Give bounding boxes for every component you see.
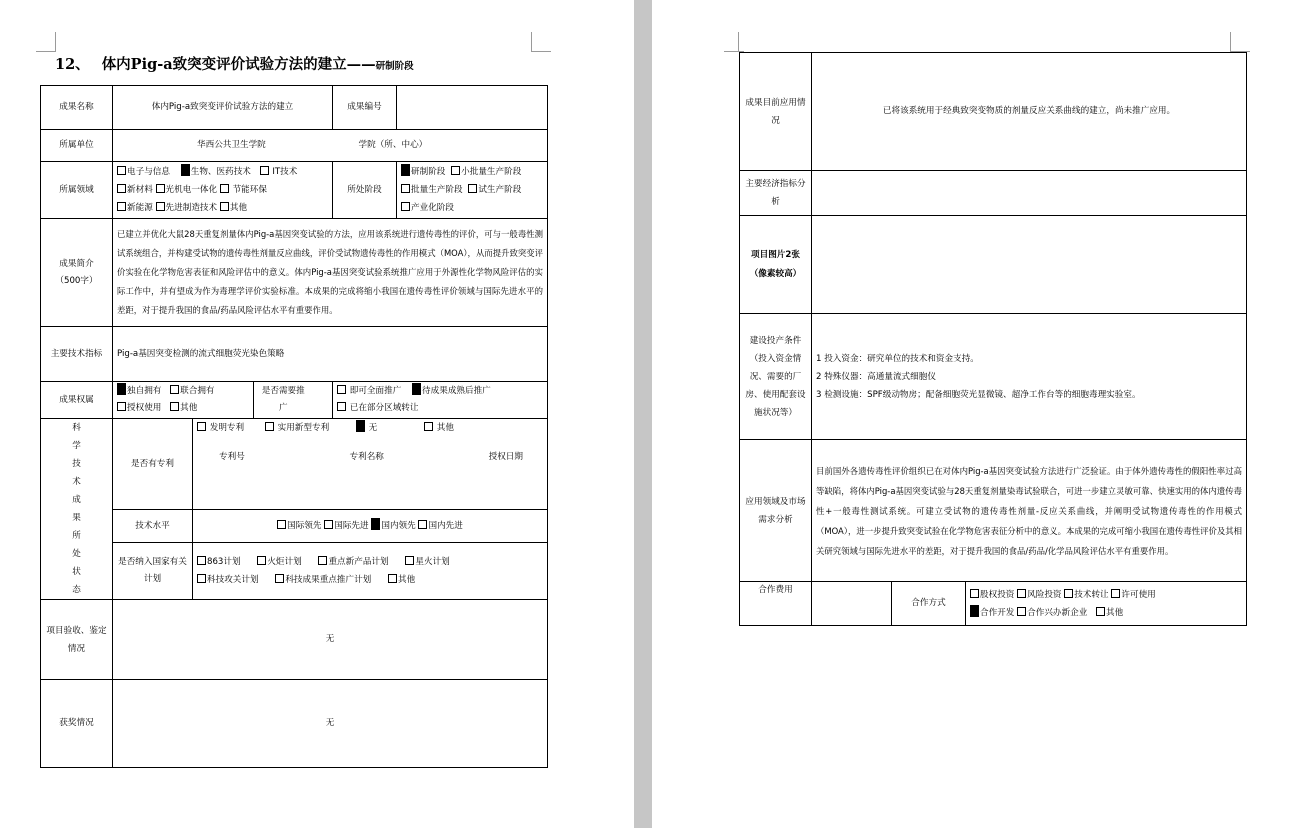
- document-page-2: [652, 0, 1289, 828]
- checkbox-icon: [117, 402, 126, 411]
- checkbox-icon: [401, 184, 410, 193]
- checkbox-icon: [197, 574, 206, 583]
- checked-box-icon: [412, 383, 421, 395]
- level-option[interactable]: 国际先进: [324, 521, 368, 531]
- stage-option-row: [401, 181, 543, 199]
- tech-text: Pig-a基因突变检测的流式细胞荧光染色策略: [113, 327, 548, 382]
- label-stage: 所处阶段: [333, 162, 397, 219]
- checkbox-icon: [1111, 589, 1120, 598]
- unit-name: 华西公共卫生学院: [197, 140, 266, 150]
- patent-option[interactable]: 发明专利: [197, 423, 244, 433]
- field-option[interactable]: 新材料: [117, 185, 153, 195]
- field-option[interactable]: 先进制造技术: [156, 203, 218, 213]
- stage-option-row: [401, 199, 543, 217]
- intro-text: 已建立并优化大鼠28天重复剂量体内Pig-a基因突变试验的方法，应用该系统进行遗传毒性的评价，可与一般毒性测试系统组合，并构建受试物的遗传毒性剂量反应曲线，评价受试物遗传毒性的作用模式（MOA），从而提升致突变评价实验在化学物危害表征和风险评估中的意义。体内Pig-a基因突变试验系统推广应用于外源性化学物风险评估的实际工作中，并有望成为作为毒理学评价实验标准。本成果的完成将缩小我国在遗传毒性评价领域与国际先进水平的差距，对于提升我国的食品/药品风险评估水平有重要作用。: [113, 219, 548, 327]
- invest-text: [812, 314, 1247, 440]
- checkbox-icon: [260, 166, 269, 175]
- document-page-1: [0, 0, 634, 828]
- heading-stage: 研制阶段: [375, 61, 414, 72]
- checkbox-icon: [1096, 607, 1105, 616]
- checkbox-icon: [1064, 589, 1073, 598]
- checkbox-icon: [970, 589, 979, 598]
- ownership-option[interactable]: 独自拥有: [117, 386, 161, 396]
- field-option[interactable]: 其他: [220, 203, 247, 213]
- checkbox-icon: [324, 520, 333, 529]
- checkbox-icon: [170, 402, 179, 411]
- mode-options: [966, 582, 1247, 626]
- crop-mark: [738, 32, 739, 52]
- promote-row: [337, 383, 543, 400]
- market-text: 目前国外各遗传毒性评价组织已在对体内Pig-a基因突变试验方法进行广泛验证。由于体外遗传毒性的假阳性率过高等缺陷，将体内Pig-a基因突变试验与28天重复剂量染毒试验联合，可进一步建立灵敏可靠、快速实用的体内遗传毒性+一般毒性测试系统。可建立受试物的遗传毒性剂量-反应关系曲线，并阐明受试物遗传毒性的作用模式（MOA），进一步提升致突变试验在化学物危害表征分析中的意义。本成果的完成可缩小我国在遗传毒性评价及其相关研究领域与国际先进水平的差距，对于提升我国的食品/药品/化学品风险评估水平有重要作用。: [812, 440, 1247, 582]
- achievement-form-table: [40, 85, 548, 768]
- checkbox-icon: [197, 422, 206, 431]
- checkbox-icon: [418, 520, 427, 529]
- patent-option[interactable]: 其他: [424, 423, 454, 433]
- plan-option[interactable]: 重点新产品计划: [318, 557, 388, 567]
- plan-option[interactable]: 火炬计划: [257, 557, 301, 567]
- checked-box-icon: [181, 164, 190, 176]
- label-market: 应用领域及市场需求分析: [740, 440, 812, 582]
- checkbox-icon: [468, 184, 477, 193]
- label-acceptance: 项目验收、鉴定情况: [41, 600, 113, 680]
- label-intro: [41, 219, 113, 327]
- plan-row: [197, 571, 543, 589]
- checkbox-icon: [1017, 589, 1026, 598]
- fee-value: [812, 582, 892, 626]
- plan-option[interactable]: 科技成果重点推广计划: [275, 575, 371, 585]
- label-pictures: 项目图片2张（像素较高）: [740, 216, 812, 314]
- level-option[interactable]: 国内领先: [371, 521, 415, 531]
- invest-line: 1 投入资金：研究单位的技术和资金支持。: [816, 353, 979, 364]
- checkbox-icon: [337, 402, 346, 411]
- patent-col-name: 专利名称: [349, 452, 384, 462]
- label-mode: 合作方式: [892, 582, 966, 626]
- checkbox-icon: [275, 574, 284, 583]
- stage-option[interactable]: 试生产阶段: [468, 185, 521, 195]
- stage-option[interactable]: 研制阶段: [401, 167, 445, 177]
- promote-option[interactable]: 已在部分区域转让: [337, 403, 419, 413]
- field-option-row: [117, 199, 328, 217]
- checkbox-icon: [257, 556, 266, 565]
- label-award: 获奖情况: [41, 680, 113, 768]
- checkbox-icon: [156, 184, 165, 193]
- crop-mark: [55, 32, 56, 52]
- plan-option[interactable]: 星火计划: [405, 557, 449, 567]
- patent-col-date: 授权日期: [488, 452, 523, 462]
- intro-label-text: 成果简介: [59, 258, 94, 269]
- checkbox-icon: [451, 166, 460, 175]
- checkbox-icon: [401, 202, 410, 211]
- checkbox-icon: [424, 422, 433, 431]
- mode-row: [970, 586, 1242, 604]
- field-options: [113, 162, 333, 219]
- mode-option[interactable]: 合作开发: [970, 608, 1014, 618]
- checked-box-icon: [371, 518, 380, 530]
- field-option[interactable]: 光机电一体化: [156, 185, 218, 195]
- checked-box-icon: [117, 383, 126, 395]
- invest-line: 3 检测设施：SPF级动物房；配备细胞荧光显微镜、超净工作台等的细胞毒理实验室。: [816, 389, 1141, 400]
- crop-mark: [531, 51, 551, 52]
- application-text: 已将该系统用于经典致突变物质的剂量反应关系曲线的建立，尚未推广应用。: [812, 53, 1247, 171]
- unit-value: [113, 130, 548, 162]
- field-option[interactable]: 节能环保: [220, 185, 267, 195]
- patent-options: [197, 420, 543, 436]
- invest-line: 2 特殊仪器：高通量流式细胞仪: [816, 371, 936, 382]
- stage-options: [397, 162, 548, 219]
- label-patent: 是否有专利: [113, 419, 193, 510]
- page-gutter: [634, 0, 652, 828]
- field-option-row: [117, 163, 328, 181]
- heading-title: 体内Pig-a致突变评价试验方法的建立——: [101, 56, 376, 73]
- label-level: 技术水平: [113, 510, 193, 543]
- ownership-option[interactable]: 授权使用: [117, 403, 161, 413]
- plan-options: [193, 543, 548, 600]
- ownership-row: [117, 400, 249, 417]
- label-field: 所属领域: [41, 162, 113, 219]
- checkbox-icon: [405, 556, 414, 565]
- mode-option[interactable]: 技术转让: [1064, 590, 1108, 600]
- econ-text: [812, 171, 1247, 216]
- field-option[interactable]: 电子与信息: [117, 167, 170, 177]
- plan-row: [197, 553, 543, 571]
- mode-option[interactable]: 其他: [1096, 608, 1123, 618]
- patent-col-no: 专利号: [219, 452, 245, 462]
- achievement-form-table-continued: [739, 52, 1247, 626]
- checked-box-icon: [970, 605, 979, 617]
- label-promote: 是否需要推广: [261, 386, 305, 413]
- checkbox-icon: [220, 184, 229, 193]
- plan-option[interactable]: 其他: [388, 575, 415, 585]
- promote-option[interactable]: 即可全面推广: [337, 386, 401, 396]
- label-achievement-name: 成果名称: [41, 86, 113, 130]
- spacer: [313, 382, 332, 418]
- promote-options: [333, 382, 548, 419]
- achievement-name-value: 体内Pig-a致突变评价试验方法的建立: [113, 86, 333, 130]
- checkbox-icon: [265, 422, 274, 431]
- label-econ: 主要经济指标分析: [740, 171, 812, 216]
- label-invest: 建设投产条件（投入资金情况、需要的厂房、使用配套设施状况等）: [740, 314, 812, 440]
- label-achievement-no: 成果编号: [333, 86, 397, 130]
- promote-row: [337, 400, 543, 417]
- field-option[interactable]: 新能源: [117, 203, 153, 213]
- patent-cell: [193, 419, 548, 510]
- checkbox-icon: [388, 574, 397, 583]
- heading-number: 12、: [55, 56, 90, 73]
- checkbox-icon: [117, 166, 126, 175]
- checked-box-icon: [356, 420, 365, 432]
- checkbox-icon: [197, 556, 206, 565]
- mode-option[interactable]: 许可使用: [1111, 590, 1155, 600]
- pictures-area: [812, 216, 1247, 314]
- ownership-option[interactable]: 联合拥有: [170, 386, 214, 396]
- level-option[interactable]: 国际领先: [277, 521, 321, 531]
- stage-option[interactable]: 小批量生产阶段: [451, 167, 521, 177]
- college-label: 学院（所、中心）: [358, 140, 428, 150]
- mode-option[interactable]: 股权投资: [970, 590, 1014, 600]
- acceptance-value: 无: [113, 600, 548, 680]
- label-unit: 所属单位: [41, 130, 113, 162]
- mode-option[interactable]: 合作兴办新企业: [1017, 608, 1087, 618]
- plan-option[interactable]: 863计划: [197, 557, 241, 567]
- plan-option[interactable]: 科技攻关计划: [197, 575, 259, 585]
- checkbox-icon: [117, 202, 126, 211]
- label-tech: 主要技术指标: [41, 327, 113, 382]
- level-options: [193, 510, 548, 543]
- mode-option[interactable]: 风险投资: [1017, 590, 1061, 600]
- ownership-options: [113, 382, 253, 418]
- stage-option[interactable]: 批量生产阶段: [401, 185, 463, 195]
- field-option[interactable]: 生物、医药技术: [181, 167, 251, 177]
- ownership-inner-table: [113, 382, 332, 418]
- patent-option[interactable]: 无: [356, 423, 377, 433]
- label-status: 科学技术成果所处状态: [41, 419, 113, 600]
- checkbox-icon: [170, 385, 179, 394]
- label-fee: 合作费用: [740, 582, 812, 626]
- label-plan: 是否纳入国家有关计划: [113, 543, 193, 600]
- stage-option[interactable]: 产业化阶段: [401, 203, 454, 213]
- checkbox-icon: [156, 202, 165, 211]
- checkbox-icon: [337, 385, 346, 394]
- ownership-cell: [113, 382, 333, 419]
- checkbox-icon: [1017, 607, 1026, 616]
- field-option-row: [117, 181, 328, 199]
- checkbox-icon: [220, 202, 229, 211]
- ownership-row: [117, 383, 249, 400]
- patent-columns: [197, 450, 543, 465]
- promote-option[interactable]: 待成果成熟后推广: [412, 386, 491, 396]
- checkbox-icon: [277, 520, 286, 529]
- checked-box-icon: [401, 164, 410, 176]
- mode-row: [970, 604, 1242, 622]
- patent-option[interactable]: 实用新型专利: [265, 423, 329, 433]
- label-ownership: 成果权属: [41, 382, 113, 419]
- award-value: 无: [113, 680, 548, 768]
- achievement-no-value: [397, 86, 548, 130]
- checkbox-icon: [117, 184, 126, 193]
- crop-mark: [531, 32, 532, 52]
- crop-mark: [36, 51, 56, 52]
- field-option[interactable]: IT技术: [260, 167, 298, 177]
- stage-option-row: [401, 163, 543, 181]
- label-application: 成果目前应用情况: [740, 53, 812, 171]
- ownership-option[interactable]: 其他: [170, 403, 197, 413]
- checkbox-icon: [318, 556, 327, 565]
- level-option[interactable]: 国内先进: [418, 521, 462, 531]
- intro-label-sub: （500字）: [55, 275, 98, 286]
- section-heading: [55, 53, 414, 74]
- crop-mark: [1230, 32, 1231, 52]
